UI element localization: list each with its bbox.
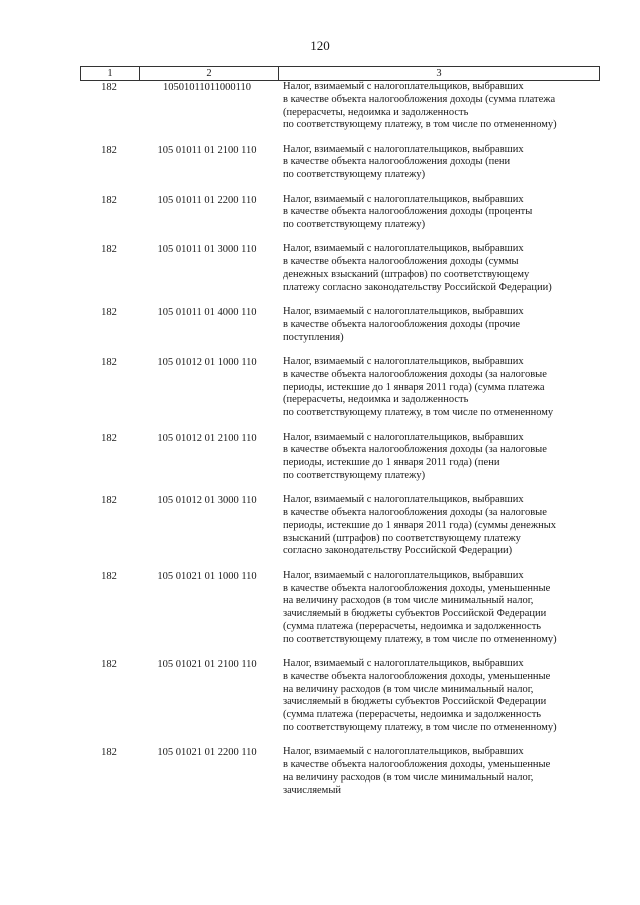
admin-code: 182 <box>101 194 117 206</box>
table-row <box>80 356 600 420</box>
admin-code: 182 <box>101 82 117 93</box>
admin-code: 182 <box>101 244 117 256</box>
revenue-description: Налог, взимаемый с налогоплательщиков, выбравших в качестве объекта налогообложения доходы (прочие поступления) <box>283 306 524 343</box>
table-row <box>80 144 600 182</box>
revenue-code: 105 01021 01 2100 110 <box>157 658 257 670</box>
table-row <box>80 243 600 294</box>
revenue-code: 105 01012 01 1000 110 <box>157 357 257 369</box>
revenue-code: 105 01012 01 3000 110 <box>157 495 257 507</box>
revenue-code: 105 01011 01 3000 110 <box>157 244 257 256</box>
revenue-description: Налог, взимаемый с налогоплательщиков, выбравших в качестве объекта налогообложения доходы (за налоговые периоды, истекшие до 1 января 2011 года) (пени по соответствующему платежу) <box>283 431 547 481</box>
revenue-description: Налог, взимаемый с налогоплательщиков, выбравших в качестве объекта налогообложения доходы (за налоговые периоды, истекшие до 1 января 2011 года) (суммы денежных взысканий (штрафов) по соответствующему платежу согласно законодательству Российской Федерации) <box>283 494 556 557</box>
table-row <box>80 432 600 483</box>
admin-code: 182 <box>101 495 117 507</box>
admin-code: 182 <box>101 747 117 759</box>
header-col-2: 2 <box>140 67 279 80</box>
table-row <box>80 658 600 735</box>
admin-code: 182 <box>101 658 117 670</box>
admin-code: 182 <box>101 307 117 319</box>
revenue-code: 105 01011 01 2200 110 <box>157 194 257 206</box>
table-row <box>80 570 600 647</box>
page-number: 120 <box>310 38 330 53</box>
admin-code: 182 <box>101 570 117 582</box>
revenue-code: 10501011011000110 <box>162 82 252 93</box>
revenue-description: Налог, взимаемый с налогоплательщиков, выбравших в качестве объекта налогообложения доходы (пени по соответствующему платежу) <box>283 143 524 181</box>
revenue-code: 105 01021 01 1000 110 <box>157 570 257 582</box>
revenue-description: Налог, взимаемый с налогоплательщиков, выбравших в качестве объекта налогообложения доходы, уменьшенные на величину расходов (в том числе минимальный налог, зачисляемый в бюджеты субъектов Российской Федерации (сумма платежа (перерасчеты, недоимка и задолженность по соответствующему платежу, в том числе по отмененному) <box>283 569 557 645</box>
revenue-description: Налог, взимаемый с налогоплательщиков, выбравших в качестве объекта налогообложения доходы, уменьшенные на величину расходов (в том числе минимальный налог, зачисляемый в бюджеты субъектов Российской Федерации (сумма платежа (перерасчеты, недоимка и задолженность по соответствующему платежу, в том числе по отмененному) <box>283 657 557 733</box>
revenue-codes-table <box>80 66 600 809</box>
revenue-description: Налог, взимаемый с налогоплательщиков, выбравших в качестве объекта налогообложения доходы (сумма платежа (перерасчеты, недоимка и задолженность по соответствующему платежу, в том числе по отмененному) <box>283 81 557 131</box>
revenue-code: 105 01021 01 2200 110 <box>157 747 257 759</box>
revenue-description: Налог, взимаемый с налогоплательщиков, выбравших в качестве объекта налогообложения доходы (проценты по соответствующему платежу) <box>283 193 533 231</box>
revenue-description: Налог, взимаемый с налогоплательщиков, выбравших в качестве объекта налогообложения доходы (за налоговые периоды, истекшие до 1 января 2011 года) (сумма платежа (перерасчеты, недоимка и задолженность по соответствующему платежу, в том числе по отмененному <box>283 356 554 419</box>
table-row <box>80 81 600 132</box>
revenue-code: 105 01012 01 2100 110 <box>157 432 257 444</box>
admin-code: 182 <box>101 357 117 369</box>
table-row <box>80 194 600 232</box>
revenue-description: Налог, взимаемый с налогоплательщиков, выбравших в качестве объекта налогообложения доходы, уменьшенные на величину расходов (в том числе минимальный налог, зачисляемый <box>283 746 551 796</box>
revenue-description: Налог, взимаемый с налогоплательщиков, выбравших в качестве объекта налогообложения доходы (суммы денежных взысканий (штрафов) по соответствующему платежу согласно законодательству Российской Федерации) <box>283 243 552 293</box>
admin-code: 182 <box>101 432 117 444</box>
table-row <box>80 306 600 344</box>
table-row <box>80 746 600 797</box>
revenue-code: 105 01011 01 4000 110 <box>157 307 257 319</box>
table-header <box>80 66 600 81</box>
revenue-code: 105 01011 01 2100 110 <box>157 144 257 156</box>
admin-code: 182 <box>101 144 117 156</box>
header-col-3: 3 <box>436 68 442 79</box>
header-col-1: 1 <box>81 67 140 80</box>
table-row <box>80 494 600 558</box>
